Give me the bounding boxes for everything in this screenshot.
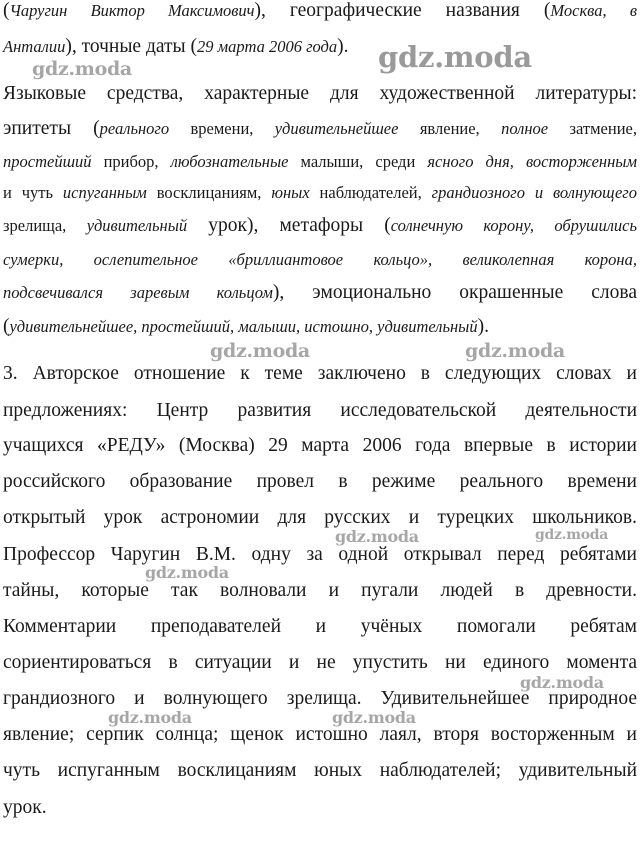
italic-segment: удивительнейшее, простейший, малыши, истошно, удивительный — [9, 317, 478, 336]
text-segment: малыши, среди — [288, 152, 428, 171]
italic-segment: Анталии — [3, 37, 66, 56]
text-line-17: тайны, которые так волновали и пугали людей в древности. — [3, 580, 637, 601]
text-line-23: урок. — [3, 797, 47, 818]
text-line-22: чуть испуганным восклицаниям юных наблюдателей; удивительный — [3, 760, 637, 781]
text-line-19: сориентироваться в ситуации и не упустить ни единого момента — [3, 652, 637, 673]
text-line-1 — [3, 0, 637, 22]
text-line-10 — [3, 316, 637, 338]
watermark: gdz.moda — [145, 563, 229, 582]
italic-segment: Москва, в — [550, 1, 637, 20]
italic-segment: 29 марта 2006 года — [197, 37, 338, 56]
italic-segment: ясного дня, восторженным — [427, 152, 638, 171]
text-line-11: 3. Авторское отношение к теме заключено в следующих словах и — [3, 363, 637, 384]
text-segment: и чуть — [3, 183, 63, 202]
text-line-14: российского образование провел в режиме реального времени — [3, 471, 637, 492]
text-segment: ), географические названия ( — [254, 0, 551, 21]
italic-segment: испуганным — [62, 183, 147, 202]
text-segment: ( — [3, 316, 10, 337]
text-line-2 — [3, 36, 637, 58]
text-line-4 — [3, 118, 637, 140]
text-line-5 — [3, 152, 637, 172]
text-line-20: грандиозного и волнующего зрелища. Удивительнейшее природное — [3, 688, 637, 709]
text-line-3: Языковые средства, характерные для художественной литературы: — [3, 83, 637, 104]
watermark: gdz.moda — [465, 340, 565, 362]
text-segment: ), эмоционально окрашенные слова — [272, 282, 637, 303]
text-line-16: Профессор Чаругин В.М. одну за одной открывал перед ребятами — [3, 544, 637, 565]
text-segment: затмение, — [548, 119, 637, 138]
italic-segment: удивительный — [86, 216, 188, 235]
text-segment: ), точные даты ( — [65, 36, 198, 57]
text-segment: восклицаниям, — [146, 183, 272, 202]
text-segment: зрелища, — [3, 216, 87, 235]
text-segment: явление, — [398, 119, 502, 138]
text-line-15: открытый урок астрономии для русских и турецких школьников. — [3, 507, 637, 528]
watermark: gdz.moda — [210, 340, 310, 362]
italic-segment: полное — [501, 119, 549, 138]
text-segment: ). — [477, 316, 489, 337]
text-segment: времени, — [169, 119, 275, 138]
italic-segment: солнечную корону, обрушились — [390, 216, 638, 235]
italic-segment: грандиозного и волнующего — [431, 183, 637, 202]
text-segment: эпитеты ( — [3, 118, 100, 139]
watermark: gdz.moda — [32, 58, 132, 80]
text-line-6 — [3, 183, 637, 203]
italic-segment: простейший — [3, 152, 92, 171]
watermark: gdz.moda — [335, 527, 419, 546]
text-line-13: учащихся «РЕДУ» (Москва) 29 марта 2006 года впервые в истории — [3, 435, 637, 456]
text-segment: ). — [337, 36, 349, 57]
italic-segment: реального — [99, 119, 170, 138]
text-segment: ( — [3, 0, 10, 21]
text-line-9 — [3, 282, 637, 304]
watermark: gdz.moda — [108, 708, 192, 727]
italic-segment: Чаругин Виктор Максимович — [9, 1, 255, 20]
italic-segment: любознательные — [170, 152, 289, 171]
watermark: gdz.moda — [520, 673, 604, 692]
text-line-7 — [3, 215, 637, 237]
watermark: gdz.moda — [332, 708, 416, 727]
watermark: gdz.moda — [535, 527, 609, 543]
text-line-18: Комментарии преподавателей и учёных помогали ребятам — [3, 616, 637, 637]
text-line-21: явление; серпик солнца; щенок истошно лаял, вторя восторженным и — [3, 724, 637, 745]
text-line-12: предложениях: Центр развития исследовательской деятельности — [3, 400, 637, 421]
italic-segment: сумерки, ослепительное «бриллиантовое кольцо», великолепная корона, — [3, 250, 637, 269]
italic-segment: подсвечивался заревым кольцом — [3, 283, 273, 302]
text-segment: наблюдателей, — [309, 183, 432, 202]
italic-segment: юных — [271, 183, 310, 202]
text-segment: прибор, — [91, 152, 171, 171]
italic-segment: удивительнейшее — [274, 119, 399, 138]
watermark: gdz.moda — [378, 40, 532, 74]
text-line-8 — [3, 250, 637, 270]
text-segment: урок), метафоры ( — [187, 215, 391, 236]
